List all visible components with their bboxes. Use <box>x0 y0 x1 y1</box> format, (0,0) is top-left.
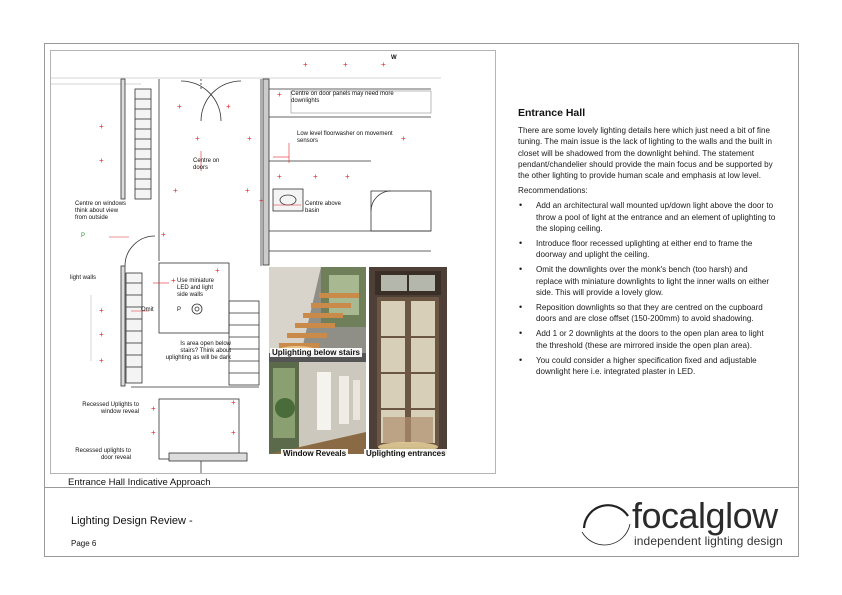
caption-entrances: Uplighting entrances <box>366 449 446 458</box>
svg-text:+: + <box>177 102 182 111</box>
svg-text:+: + <box>171 276 176 285</box>
entrance-hall-notes <box>518 108 776 381</box>
svg-text:+: + <box>226 102 231 111</box>
label-recessed-door: Recessed uplights to door reveal <box>75 448 131 462</box>
svg-text:+: + <box>231 398 236 407</box>
label-light-walls: light walls <box>70 275 97 281</box>
svg-text:+: + <box>99 356 104 365</box>
svg-text:+: + <box>277 172 282 181</box>
svg-text:+: + <box>173 186 178 195</box>
recommendation-item: • Add 1 or 2 downlights at the doors to the open plan area to light the threshold (these are mirrored inside the open plan area). <box>518 328 776 350</box>
recommendations-heading: Recommendations: <box>518 186 588 196</box>
logo-tagline: independent lighting design <box>634 534 783 548</box>
svg-text:+: + <box>99 156 104 165</box>
label-centre-windows: Centre on windows think about view from outside <box>75 201 127 222</box>
svg-text:+: + <box>247 134 252 143</box>
page-number: Page 6 <box>71 539 97 548</box>
svg-text:+: + <box>161 230 166 239</box>
label-centre-doors: Centre on doors <box>193 158 220 172</box>
label-mark-w: W <box>391 55 397 61</box>
recommendation-item: • Omit the downlights over the monk's bench (too harsh) and replace with miniature downlights to light the inner walls on either side. This will provide a lovely glow. <box>518 264 776 298</box>
recommendations-list <box>518 200 776 377</box>
recommendation-item: • Add an architectural wall mounted up/down light above the door to throw a pool of light at the entrance and an element of uplighting to the sloping ceiling. <box>518 200 776 234</box>
svg-text:+: + <box>99 330 104 339</box>
svg-text:+: + <box>343 60 348 69</box>
floor-plan-drawing <box>50 50 496 474</box>
label-mark-p1: P <box>81 233 86 239</box>
section-heading: Entrance Hall <box>518 107 586 119</box>
photo-windows <box>269 362 366 454</box>
svg-text:+: + <box>151 404 156 413</box>
recommendation-item: • Reposition downlights so that they are centred on the cupboard doors and are close offset (150-200mm) to avoid shadowing. <box>518 302 776 324</box>
recommendation-item: • You could consider a higher specification fixed and adjustable downlight here i.e. integrated plaster in LED. <box>518 355 776 377</box>
caption-stairs: Uplighting below stairs <box>272 348 361 357</box>
svg-text:+: + <box>303 60 308 69</box>
svg-text:+: + <box>259 196 264 205</box>
label-mark-p2: P <box>177 307 182 313</box>
svg-text:+: + <box>313 172 318 181</box>
svg-text:+: + <box>99 306 104 315</box>
recommendation-item: • Introduce floor recessed uplighting at either end to frame the doorway and uplight the ceiling. <box>518 238 776 260</box>
label-miniature-led: Use miniature LED and light side walls <box>177 278 215 299</box>
label-centre-door-panels: Centre on door panels may need more downlights <box>291 91 394 105</box>
svg-text:+: + <box>195 134 200 143</box>
svg-text:+: + <box>401 134 406 143</box>
svg-text:+: + <box>231 428 236 437</box>
svg-text:+: + <box>277 90 282 99</box>
label-omit: Omit <box>141 307 154 313</box>
photo-entrances <box>369 267 447 454</box>
svg-text:+: + <box>151 428 156 437</box>
review-title: Lighting Design Review - <box>71 515 193 527</box>
caption-windows: Window Reveals <box>283 449 347 458</box>
label-centre-basin: Centre above basin <box>305 201 342 215</box>
label-recessed-window: Recessed Uplights to window reveal <box>82 402 139 416</box>
section-intro: There are some lovely lighting details here which just need a bit of fine tuning. The main issue is the lack of lighting to the walls and the built in closet will be shadowed from the downlight behind. The statement pendant/chandelier should provide the main focus and be supported by the other lighting to provide human scale and emphasis at low level. <box>518 126 773 181</box>
label-floorwasher: Low level floorwasher on movement sensors <box>297 131 393 145</box>
svg-text:+: + <box>99 122 104 131</box>
label-area-open: Is area open below stairs? Think about uplighting as will be dark <box>165 341 231 362</box>
svg-text:+: + <box>245 186 250 195</box>
svg-text:+: + <box>381 60 386 69</box>
logo-wordmark: focalglow <box>632 495 778 536</box>
svg-text:+: + <box>215 266 220 275</box>
drawing-caption: Entrance Hall Indicative Approach <box>68 477 211 488</box>
svg-text:+: + <box>345 172 350 181</box>
